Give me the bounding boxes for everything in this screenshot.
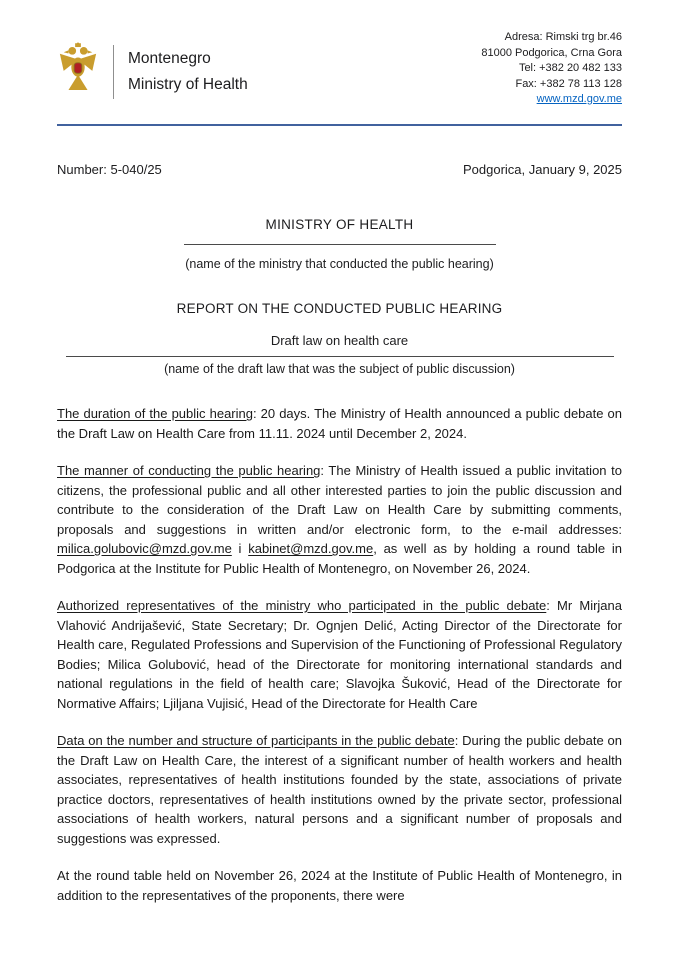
logo-group [57, 42, 248, 101]
paragraph-participants-text: : During the public debate on the Draft Law on Health Care, the interest of a significant number of health workers and health associates, representatives of health institutions founded by the state, associations of private practice doctors, representatives of health institutions owned by the private sector, professional associations of health workers, natural persons and a significant number of proposals and suggestions was expressed. [57, 733, 622, 846]
org-name-ministry: Ministry of Health [128, 75, 248, 93]
website-link[interactable]: www.mzd.gov.me [536, 93, 622, 105]
doc-number: Number: 5-040/25 [57, 162, 162, 177]
subtitle-caption: (name of the draft law that was the subject of public discussion) [164, 362, 515, 376]
org-name-country: Montenegro [128, 49, 211, 67]
logo-divider [113, 45, 114, 99]
contact-address-line2: 81000 Podgorica, Crna Gora [481, 46, 622, 59]
email-link-1[interactable]: milica.golubovic@mzd.gov.me [57, 541, 232, 556]
letterhead [57, 30, 622, 122]
paragraph-manner-text-3: , as well as by holding a round table in Podgorica at the Institute for Public Health of Montenegro, on November 26, 2024. [57, 541, 622, 576]
document-body [57, 404, 622, 905]
coat-of-arms-icon [57, 42, 99, 101]
ministry-caption: (name of the ministry that conducted the public hearing) [185, 257, 494, 271]
paragraph-representatives-heading: Authorized representatives of the ministry who participated in the public debate [57, 598, 547, 613]
paragraph-representatives-text: : Mr Mirjana Vlahović Andrijašević, State Secretary; Dr. Ognjen Delić, Acting Director of the Directorate for Health care, Regulated Professions and Supervision of the Functioning of Professional Regulatory Bodies; Milica Golubović, head of the Directorate for monitoring international standards and national regulations in the field of health care; Slavojka Šuković, Head of the Directorate for Normative Affairs; Ljiljana Vujisić, Head of the Directorate for Health Care [57, 598, 622, 711]
paragraph-manner-text-1: : The Ministry of Health issued a public invitation to citizens, the professional public and all other interested parties to join the public discussion and contribute to the consideration of the Draft Law on Health Care by submitting comments, proposals and suggestions in written and/or electronic form, to the e-mail addresses: [57, 463, 622, 537]
paragraph-duration-text: : 20 days. The Ministry of Health announced a public debate on the Draft Law on Health Care from 11.11. 2024 until December 2, 2024. [57, 406, 623, 441]
paragraph-roundtable [57, 866, 622, 905]
paragraph-duration-heading: The duration of the public hearing [57, 406, 253, 421]
org-name-block [128, 46, 248, 98]
ministry-underline [184, 232, 496, 245]
place-date: Podgorica, January 9, 2025 [463, 162, 622, 177]
report-title: REPORT ON THE CONDUCTED PUBLIC HEARING [176, 301, 503, 316]
paragraph-representatives [57, 596, 622, 713]
paragraph-manner-heading: The manner of conducting the public hearing [57, 463, 321, 478]
paragraph-manner [57, 461, 622, 578]
paragraph-roundtable-text: At the round table held on November 26, 2024 at the Institute of Public Health of Montenegro, in addition to the representatives of the proponents, there were [57, 868, 622, 903]
ministry-title: MINISTRY OF HEALTH [265, 217, 414, 232]
paragraph-participants-heading: Data on the number and structure of participants in the public debate [57, 733, 455, 748]
paragraph-manner-text-2: i [231, 541, 249, 556]
subtitle-underline [66, 348, 614, 357]
contact-fax: Fax: +382 78 113 128 [515, 77, 622, 90]
email-link-2[interactable]: kabinet@mzd.gov.me [248, 541, 374, 556]
contact-address-line1: Adresa: Rimski trg br.46 [504, 31, 622, 43]
header-rule [57, 124, 622, 126]
paragraph-duration [57, 404, 622, 443]
paragraph-participants [57, 731, 622, 848]
meta-row [57, 162, 622, 177]
report-subtitle: Draft law on health care [270, 333, 409, 348]
contact-block [481, 30, 622, 108]
contact-tel: Tel: +382 20 482 133 [518, 62, 622, 74]
